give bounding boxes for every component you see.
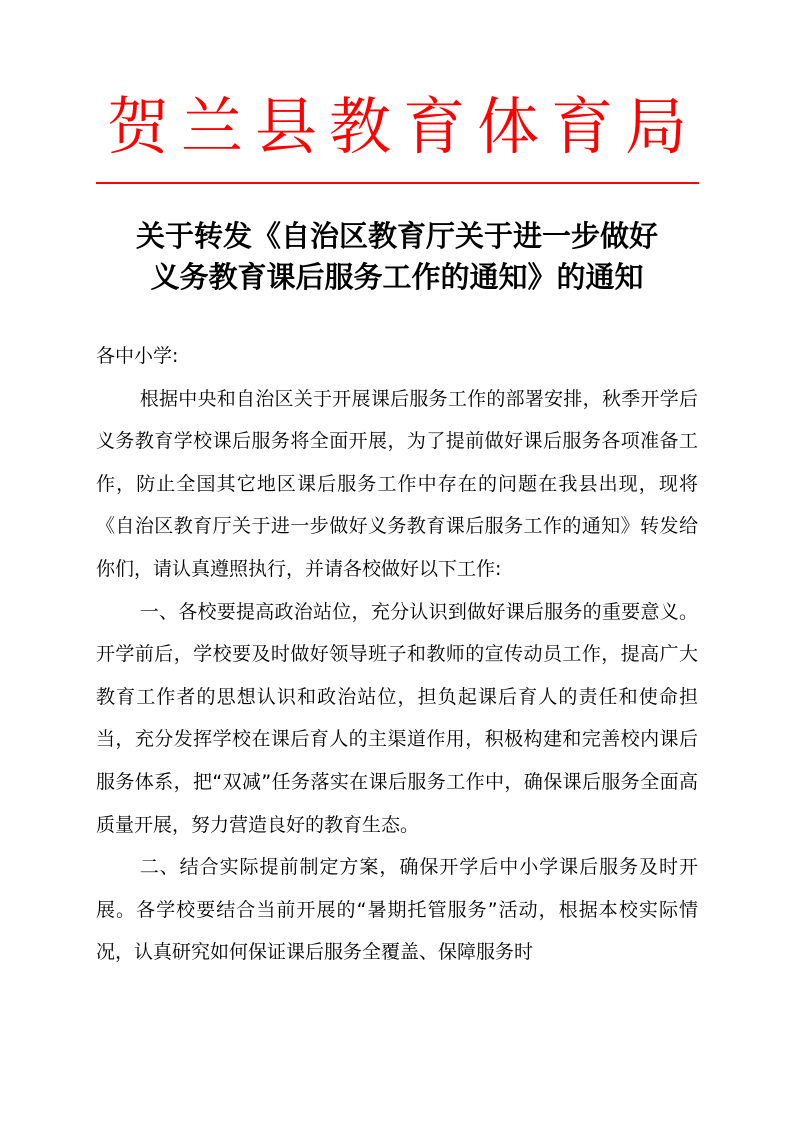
body-paragraph-intro: 根据中央和自治区关于开展课后服务工作的部署安排，秋季开学后义务教育学校课后服务将全面开展，为了提前做好课后服务各项准备工作，防止全国其它地区课后服务工作中存在的问题在我县出现，现将《自治区教育厅关于进一步做好义务教育课后服务工作的通知》转发给你们，请认真遵照执行，并请各校做好以下工作:	[96, 387, 698, 580]
body-paragraph-item-1: 一、各校要提高政治站位，充分认识到做好课后服务的重要意义。开学前后，学校要及时做好领导班子和教师的宣传动员工作，提高广大教育工作者的思想认识和政治站位，担负起课后育人的责任和使命担当，充分发挥学校在课后育人的主渠道作用，积极构建和完善校内课后服务体系，把“双减”任务落实在课后服务工作中，确保课后服务全面高质量开展，努力营造良好的教育生态。	[96, 600, 698, 836]
salutation: 各中小学:	[96, 345, 179, 367]
document-title	[0, 216, 794, 298]
letterhead-red-rule	[96, 182, 699, 184]
document-title-line-2: 义务教育课后服务工作的通知》的通知	[150, 260, 644, 294]
document-body	[96, 335, 698, 974]
document-title-line-1: 关于转发《自治区教育厅关于进一步做好	[135, 219, 658, 253]
body-paragraph-item-2: 二、结合实际提前制定方案，确保开学后中小学课后服务及时开展。各学校要结合当前开展的“暑期托管服务”活动，根据本校实际情况，认真研究如何保证课后服务全覆盖、保障服务时	[96, 856, 698, 964]
letterhead-org-name: 贺兰县教育体育局	[106, 90, 699, 163]
